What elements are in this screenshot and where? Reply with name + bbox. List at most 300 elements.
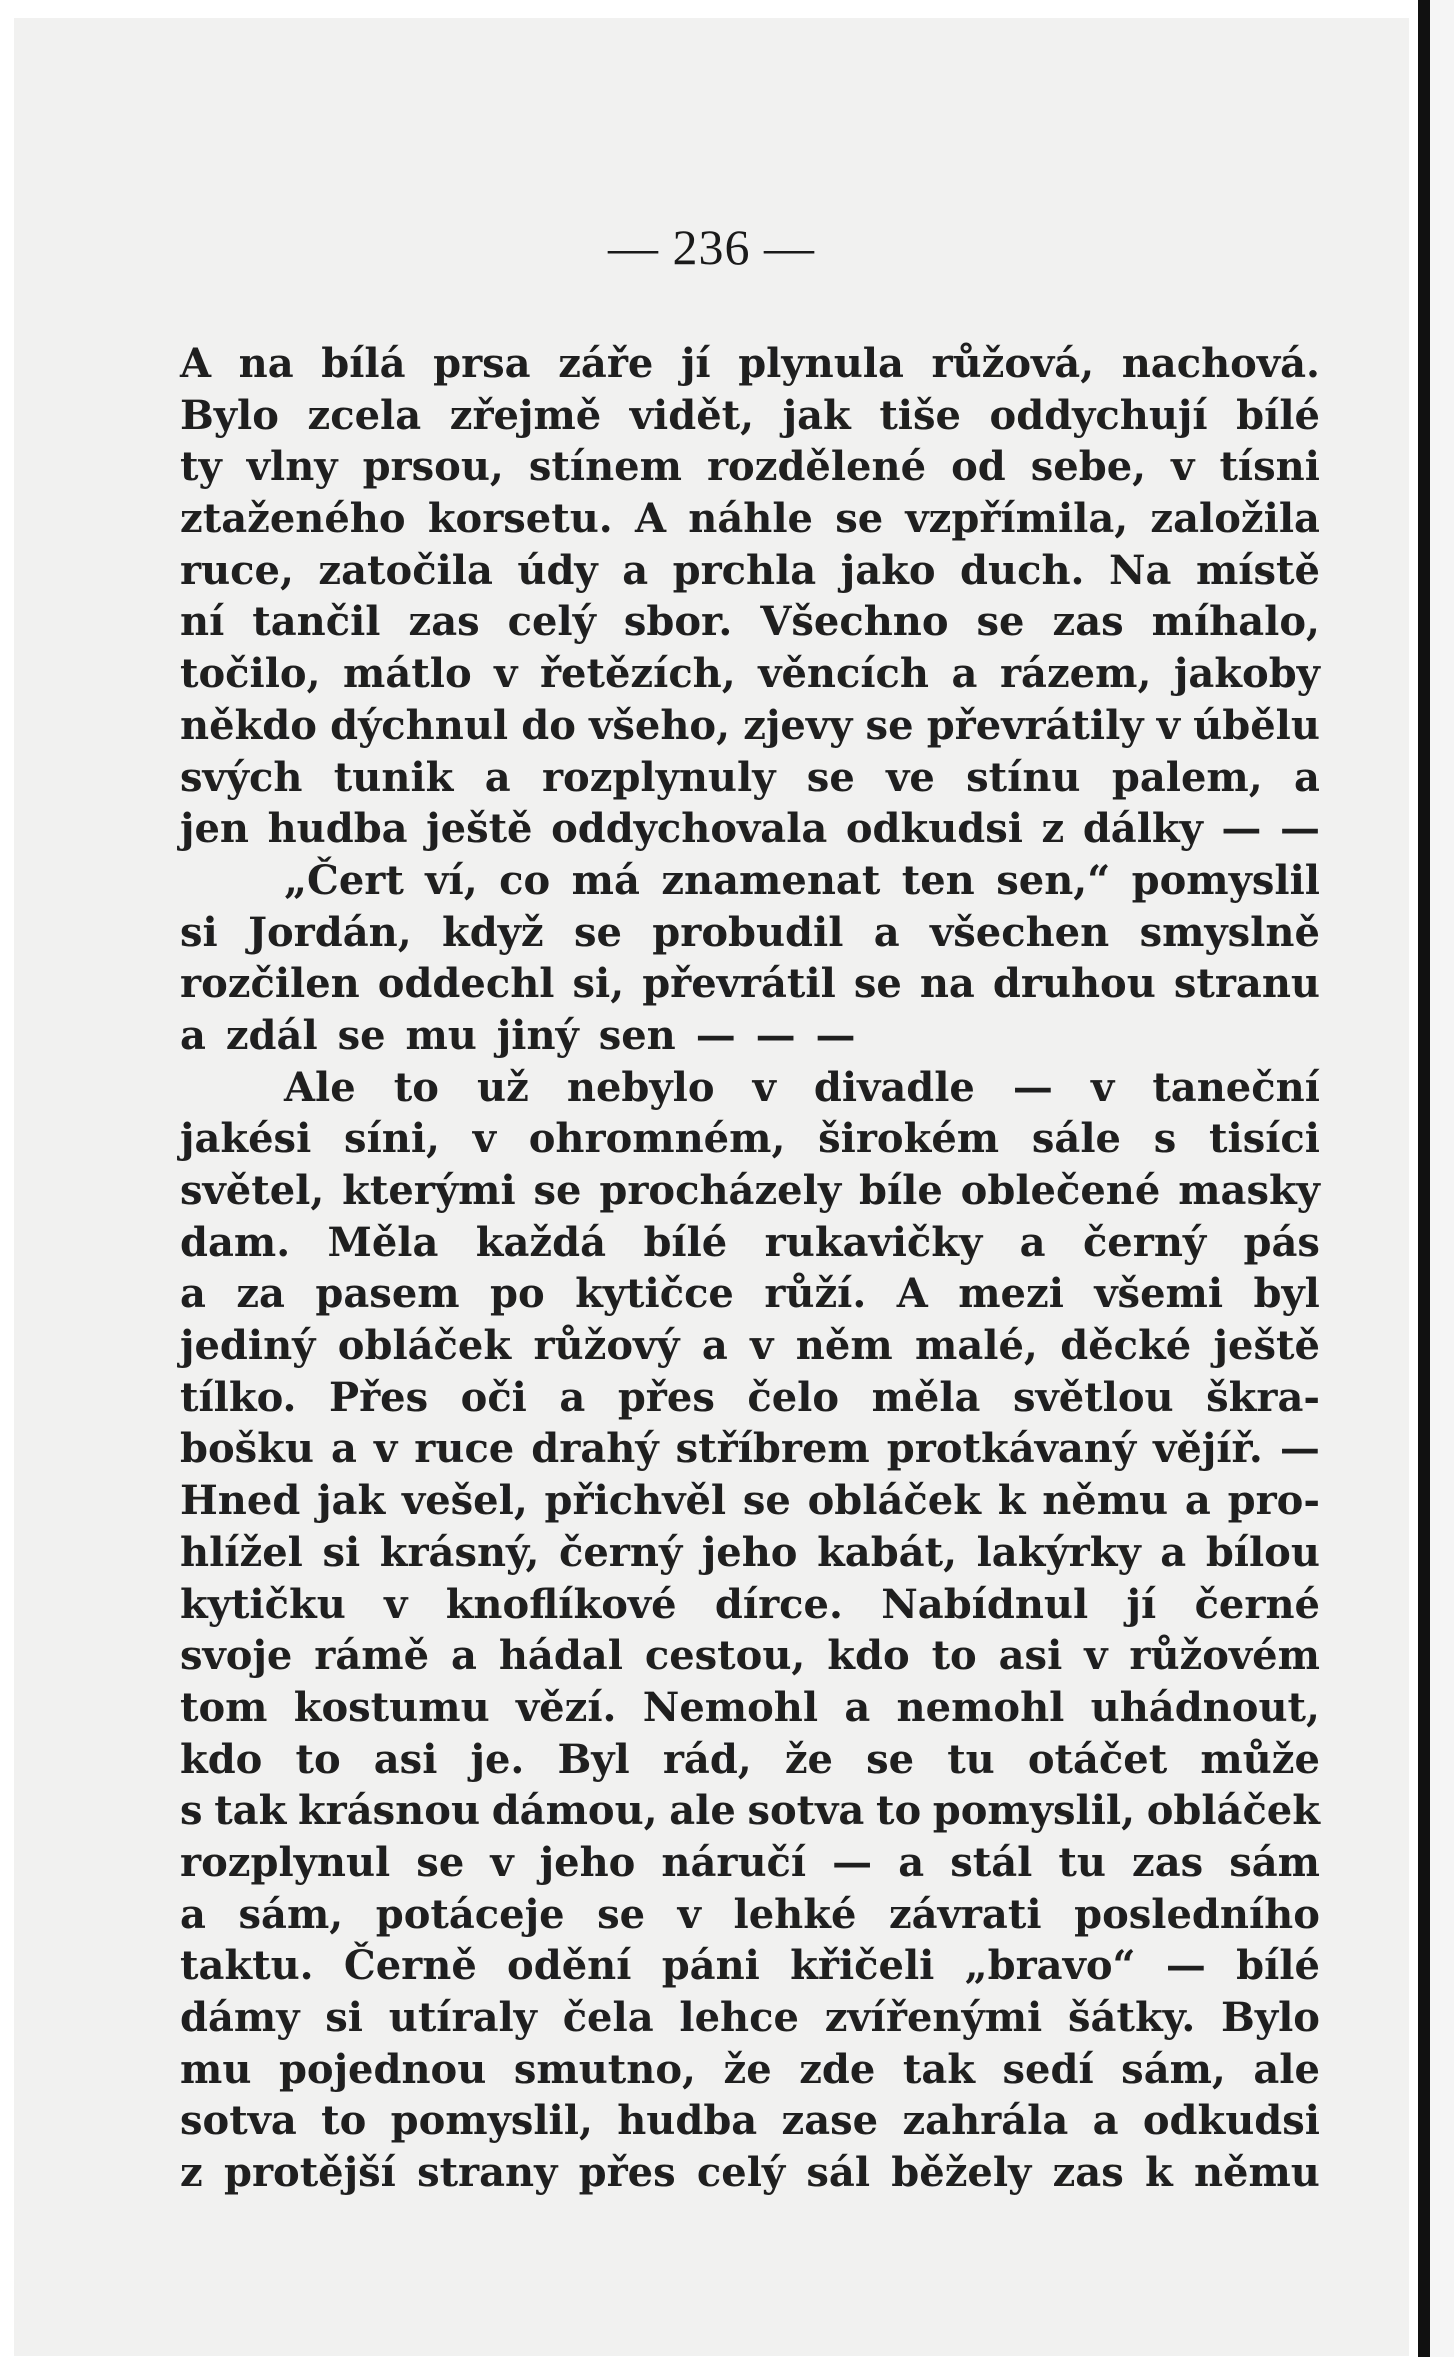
word: tísni <box>1219 443 1320 491</box>
word: kostumu <box>293 1683 490 1731</box>
word: se <box>742 1477 791 1525</box>
word: hádal <box>498 1632 623 1680</box>
text-line <box>180 1475 1320 1527</box>
word: si <box>325 1994 363 2041</box>
text-line <box>180 545 1320 597</box>
word: sám <box>1229 1838 1320 1886</box>
word: se <box>573 908 622 956</box>
word: zatočila <box>318 546 493 594</box>
word: vějíř. <box>1153 1425 1263 1473</box>
word: Měla <box>327 1218 439 1266</box>
word: — <box>832 1838 873 1886</box>
word: záře <box>558 340 654 387</box>
word: byl <box>1253 1270 1320 1318</box>
word: druhou <box>992 960 1156 1008</box>
word: sál <box>806 2149 871 2197</box>
word: sen,“ <box>996 856 1111 904</box>
word: zas <box>1132 1838 1204 1886</box>
word: sám, <box>1121 2045 1226 2093</box>
word: dírce. <box>714 1580 843 1628</box>
word: ale <box>669 1787 736 1835</box>
word: k <box>1144 2149 1173 2197</box>
text-line <box>180 752 1320 804</box>
word: Všechno <box>760 598 949 646</box>
word: sebe, <box>1030 443 1147 491</box>
word: rozplynul <box>180 1838 391 1886</box>
word: míhalo, <box>1151 598 1320 646</box>
text-line <box>180 1630 1320 1682</box>
word: z <box>1041 805 1065 853</box>
word: může <box>1200 1735 1320 1783</box>
text-line <box>180 1940 1320 1992</box>
word: v <box>752 1063 776 1111</box>
text-line <box>180 338 1320 390</box>
word: Nemohl <box>642 1683 819 1731</box>
word: tančil <box>252 598 381 646</box>
word: v <box>494 650 518 698</box>
word: dálky <box>1082 805 1203 853</box>
word: má <box>571 856 640 904</box>
word: páni <box>661 1942 760 1990</box>
word: Na <box>1108 546 1172 594</box>
word: — <box>1012 1063 1053 1111</box>
word: a <box>559 1373 586 1421</box>
word: korsetu. <box>427 495 613 543</box>
word: náhle <box>688 495 813 543</box>
word: založila <box>1150 495 1320 543</box>
word: — <box>1165 1942 1206 1990</box>
word: a <box>701 1322 728 1370</box>
text-line <box>180 1734 1320 1786</box>
word: ten <box>901 856 975 904</box>
word: tom <box>180 1683 268 1731</box>
word: obláček <box>807 1477 981 1525</box>
word: vězí. <box>515 1683 617 1731</box>
word: se <box>866 1735 915 1783</box>
word: protější <box>223 2149 396 2197</box>
word: v <box>384 1580 408 1628</box>
word: točilo, <box>180 650 321 698</box>
word: a <box>898 1838 925 1886</box>
word: a <box>1092 2097 1119 2145</box>
word: zvířenými <box>824 1994 1043 2041</box>
text-line <box>180 441 1320 493</box>
word: se <box>597 1890 646 1938</box>
word: celý <box>507 598 596 646</box>
word: v <box>1171 443 1195 491</box>
word: otáčet <box>1027 1735 1168 1783</box>
word: prchla <box>672 546 817 594</box>
text-line <box>180 390 1320 442</box>
word: si, <box>572 960 625 1008</box>
word: bílé <box>643 1218 728 1266</box>
text-line <box>180 1320 1320 1372</box>
word: sám, <box>238 1890 344 1938</box>
word: ale <box>1253 2045 1320 2093</box>
word: palem, <box>1111 753 1263 801</box>
word: krásnou <box>297 1787 481 1835</box>
word: jen <box>180 805 250 853</box>
page-number: — 236 — <box>608 219 815 275</box>
text-line <box>180 907 1320 959</box>
word: „Čert <box>284 856 404 904</box>
word: cestou, <box>644 1632 806 1680</box>
word: přichvěl <box>544 1477 727 1525</box>
word: pás <box>1243 1218 1320 1266</box>
word: je. <box>470 1735 525 1783</box>
word: vzpřímila, <box>905 495 1129 543</box>
word: sotva <box>180 2097 297 2145</box>
word: přes <box>578 2149 676 2197</box>
word: růží. <box>764 1270 867 1318</box>
word: tu <box>1058 1838 1106 1886</box>
word: že <box>784 1735 833 1783</box>
word: stínu <box>966 753 1081 801</box>
text-line <box>180 2095 1320 2147</box>
word: ještě <box>1213 1322 1320 1370</box>
word: prsou, <box>362 443 504 491</box>
word: prsa <box>433 340 531 387</box>
word: převrátil <box>642 960 836 1008</box>
word: to <box>393 1063 439 1111</box>
word: místě <box>1195 546 1320 594</box>
word: zase <box>781 2097 879 2145</box>
word: bílou <box>1205 1528 1320 1576</box>
word: všeho, <box>589 701 731 749</box>
text-line <box>180 803 1320 855</box>
word: — <box>1279 1425 1320 1473</box>
word: ruce <box>414 1425 515 1473</box>
word: už <box>477 1063 529 1111</box>
word: asi <box>998 1632 1063 1680</box>
word: vidět, <box>629 391 755 439</box>
word: co <box>499 856 551 904</box>
word: a <box>1184 1477 1211 1525</box>
word: a <box>1293 753 1320 801</box>
text-line <box>180 1527 1320 1579</box>
word: za <box>236 1270 285 1318</box>
word: protkávaný <box>886 1425 1137 1473</box>
word: každá <box>475 1218 607 1266</box>
text-line <box>180 1992 1320 2044</box>
word: Přes <box>329 1373 429 1421</box>
word: tak <box>902 2045 975 2093</box>
word: smyslně <box>1139 908 1320 956</box>
word: lakýrky <box>976 1528 1141 1576</box>
word: širokém <box>818 1115 1000 1163</box>
word: utíraly <box>388 1994 537 2041</box>
word: asi <box>373 1735 438 1783</box>
word: nemohl <box>896 1683 1065 1731</box>
word: jakoby <box>1173 650 1320 698</box>
text-line <box>180 1837 1320 1889</box>
word: růžová, <box>931 340 1095 387</box>
word: od <box>951 443 1006 491</box>
word: sedí <box>1002 2045 1094 2093</box>
word: to <box>931 1632 977 1680</box>
word: všemi <box>1094 1270 1224 1318</box>
word: v <box>677 1890 701 1938</box>
word: tisíci <box>1209 1115 1320 1163</box>
word: taneční <box>1152 1063 1320 1111</box>
word: a <box>844 1683 871 1731</box>
word: měla <box>871 1373 981 1421</box>
word: malé, <box>915 1322 1038 1370</box>
word: oblečené <box>960 1167 1161 1214</box>
word: hudba <box>267 805 408 853</box>
word: lehce <box>679 1994 799 2041</box>
word: kabát, <box>817 1528 957 1576</box>
word: „bravo“ <box>964 1942 1136 1990</box>
word: z <box>180 2149 203 2197</box>
word: do <box>521 701 576 749</box>
word: duch. <box>960 546 1085 594</box>
word: tak <box>214 1787 287 1835</box>
word: knoflíkové <box>445 1580 677 1628</box>
word: a <box>180 1270 206 1318</box>
word: kytičce <box>575 1270 734 1318</box>
word: Bylo <box>180 391 279 439</box>
word: plynula <box>738 340 904 387</box>
word: krásný, <box>379 1528 540 1576</box>
text-line <box>180 1217 1320 1269</box>
word: odění <box>507 1942 632 1990</box>
word: zas <box>1052 598 1124 646</box>
word: dam. <box>180 1218 291 1266</box>
word: sotva <box>747 1787 865 1835</box>
word: že <box>723 2045 772 2093</box>
word: dýchnul <box>330 701 509 749</box>
word: po <box>490 1270 545 1318</box>
word: odkudsi <box>1142 2097 1320 2145</box>
word: rukavičky <box>764 1218 983 1266</box>
word: A <box>896 1270 928 1318</box>
word: světel, <box>180 1167 325 1214</box>
word: probudil <box>652 908 844 956</box>
word: sále <box>1031 1115 1121 1163</box>
word: tu <box>947 1735 995 1783</box>
word: A <box>180 340 212 387</box>
text-line <box>180 1423 1320 1475</box>
word: v <box>1084 1632 1108 1680</box>
text-line <box>180 1785 1320 1837</box>
word: oddechl <box>377 960 555 1008</box>
word: s <box>1153 1115 1177 1163</box>
word: němu <box>1193 2149 1320 2197</box>
word: v <box>1091 1063 1115 1111</box>
word: pojednou <box>278 2045 487 2093</box>
word: stínem <box>528 443 682 491</box>
word: křičeli <box>790 1942 935 1990</box>
word: kdo <box>180 1735 263 1783</box>
word: Nabídnul <box>881 1580 1089 1628</box>
word: dámou, <box>491 1787 658 1835</box>
word: jeho <box>701 1528 798 1576</box>
word: pro- <box>1227 1477 1320 1525</box>
text-line <box>180 1372 1320 1424</box>
word: Byl <box>557 1735 630 1783</box>
word: rámě <box>314 1632 430 1680</box>
word: to <box>875 1787 922 1835</box>
word: jí <box>1126 1580 1157 1628</box>
word: jediný <box>180 1322 316 1370</box>
word: dámy <box>180 1994 300 2041</box>
word: němu <box>1042 1477 1169 1525</box>
word: to <box>321 2097 367 2145</box>
word: závrati <box>888 1890 1042 1938</box>
word: rozčilen <box>180 960 360 1008</box>
word: rozdělené <box>706 443 927 491</box>
word: pomyslil <box>1131 856 1320 904</box>
word: znamenat <box>661 856 881 904</box>
word: jak <box>317 1477 386 1525</box>
word: rozplynuly <box>541 753 776 801</box>
word: vlny <box>246 443 338 491</box>
word: Ale <box>284 1063 356 1111</box>
word: rázem, <box>999 650 1152 698</box>
word: kdo <box>827 1632 910 1680</box>
text-line <box>180 1579 1320 1631</box>
word: a <box>450 1632 477 1680</box>
word: ztaženého <box>180 495 406 543</box>
page-edge-gap <box>1410 0 1418 2371</box>
word: a <box>331 1425 357 1473</box>
word: strany <box>417 2149 558 2197</box>
word: nebylo <box>566 1063 715 1111</box>
word: a <box>1019 1218 1046 1266</box>
word: potáceje <box>375 1890 565 1938</box>
word: ohromném, <box>528 1115 786 1163</box>
word: pasem <box>315 1270 460 1318</box>
bottom-margin <box>0 2357 1454 2371</box>
word: Černě <box>343 1942 477 1990</box>
text-line <box>180 1889 1320 1941</box>
text-line <box>180 2044 1320 2096</box>
word: v <box>1156 701 1180 749</box>
word: a <box>484 753 511 801</box>
word: celý <box>696 2149 786 2197</box>
word: jakési <box>180 1115 312 1163</box>
word: procházely <box>599 1167 842 1214</box>
word: v <box>750 1322 774 1370</box>
word: jako <box>840 546 936 594</box>
word: tiše <box>879 391 961 439</box>
word: jeho <box>539 1838 636 1886</box>
word: rád, <box>662 1735 752 1783</box>
word: ty <box>180 443 222 491</box>
text-line <box>180 1682 1320 1734</box>
word: oči <box>460 1373 527 1421</box>
text-line <box>180 648 1320 700</box>
word: divadle <box>813 1063 975 1111</box>
word: to <box>295 1735 341 1783</box>
word: se <box>835 495 884 543</box>
text-line <box>180 1062 1320 1114</box>
word: oddychovala <box>551 805 828 853</box>
text-line <box>180 493 1320 545</box>
word: růžový <box>533 1322 680 1370</box>
word: věncích <box>758 650 929 698</box>
text-line <box>180 1165 1320 1217</box>
word: se <box>853 960 902 1008</box>
word: stál <box>950 1838 1033 1886</box>
word: zas <box>408 598 480 646</box>
word: ruce, <box>180 546 294 594</box>
word: přes <box>617 1373 715 1421</box>
word: zcela <box>307 391 422 439</box>
word: bílé <box>1236 1942 1320 1990</box>
text-line <box>180 596 1320 648</box>
word: se <box>976 598 1025 646</box>
word: všechen <box>930 908 1110 956</box>
word: ví, <box>425 856 478 904</box>
word: kterými <box>342 1167 516 1214</box>
word: bošku <box>180 1425 314 1473</box>
word: se <box>865 701 914 749</box>
word: a <box>1160 1528 1187 1576</box>
word: svých <box>180 753 303 801</box>
word: růžovém <box>1129 1632 1320 1680</box>
word: bílé <box>1236 391 1320 439</box>
word: a <box>622 546 649 594</box>
word: stříbrem <box>675 1425 870 1473</box>
word: mátlo <box>343 650 472 698</box>
word: jak <box>782 391 851 439</box>
word: ještě <box>426 805 533 853</box>
word: černé <box>1194 1580 1320 1628</box>
text-line <box>180 855 1320 907</box>
word: bílá <box>321 340 406 387</box>
word: Hned <box>180 1477 301 1525</box>
word: mu <box>180 2045 252 2093</box>
word: něm <box>795 1322 893 1370</box>
word: v <box>373 1425 398 1473</box>
word: si <box>180 908 218 956</box>
word: tílko. <box>180 1373 297 1421</box>
word: na <box>919 960 975 1008</box>
word: světlou <box>1012 1373 1174 1421</box>
word: — <box>1221 805 1262 853</box>
word: oddychují <box>989 391 1208 439</box>
word: jí <box>680 340 711 387</box>
word: a <box>873 908 900 956</box>
page-edge-margin <box>1430 0 1454 2371</box>
word: taktu. <box>180 1942 314 1990</box>
word: pomyslil, <box>932 1787 1136 1835</box>
word: černý <box>1082 1218 1207 1266</box>
word: masky <box>1178 1167 1320 1214</box>
word: na <box>238 340 294 387</box>
word: úbělu <box>1193 701 1320 749</box>
word: Jordán, <box>248 908 412 956</box>
word: šátky. <box>1068 1994 1196 2041</box>
word: mezi <box>958 1270 1064 1318</box>
word: si <box>322 1528 361 1576</box>
page-text <box>180 338 1320 2199</box>
word: k <box>997 1477 1026 1525</box>
word: obláček <box>337 1322 512 1370</box>
word: smutno, <box>513 2045 696 2093</box>
word: obláček <box>1146 1787 1320 1835</box>
text-line <box>180 1113 1320 1165</box>
word: s <box>180 1787 203 1835</box>
word: převrátily <box>926 701 1144 749</box>
word: Bylo <box>1221 1994 1320 2041</box>
word: čelo <box>747 1373 840 1421</box>
word: a <box>180 1890 206 1938</box>
word: ve <box>886 753 935 801</box>
word: řetězích, <box>539 650 736 698</box>
